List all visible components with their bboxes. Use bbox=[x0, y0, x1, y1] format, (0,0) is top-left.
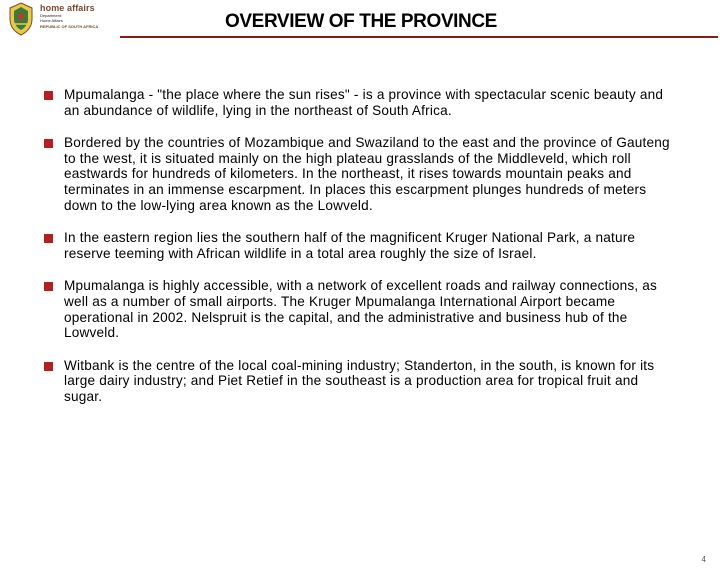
bullet-text: Mpumalanga is highly accessible, with a network of excellent roads and railway connections, as well as a number of small airports. The Kruger Mpumalanga International Airport became operational in 2002. Nelspruit is the capital, and the administrative and business hub of the Lowveld. bbox=[64, 278, 658, 341]
title-divider bbox=[120, 36, 718, 38]
bullet-list bbox=[44, 87, 676, 422]
department-label: Department: bbox=[40, 13, 63, 18]
square-bullet-icon bbox=[44, 282, 53, 291]
bullet-text: Witbank is the centre of the local coal-mining industry; Standerton, in the south, is known for its large dairy industry; and Piet Retief in the southeast is a production area for tropical fruit and sugar. bbox=[64, 357, 655, 404]
bullet-text: Bordered by the countries of Mozambique and Swaziland to the east and the province of Gauteng to the west, it is situated mainly on the high plateau grasslands of the Middleveld, which roll eastwards for hundreds of kilometers. In the northeast, it rises towards mountain peaks and terminates in an immense escarpment. In places this escarpment plunges hundreds of meters down to the low-lying area known as the Lowveld. bbox=[64, 135, 670, 213]
bullet-item bbox=[44, 87, 676, 118]
bullet-item bbox=[44, 135, 676, 213]
bullet-item bbox=[44, 358, 676, 405]
square-bullet-icon bbox=[44, 362, 53, 371]
square-bullet-icon bbox=[44, 234, 53, 243]
department-logo bbox=[6, 2, 116, 36]
coat-of-arms-icon bbox=[6, 2, 36, 36]
department-name: Home Affairs bbox=[40, 18, 63, 23]
page-title: OVERVIEW OF THE PROVINCE bbox=[225, 11, 497, 32]
bullet-text: In the eastern region lies the southern half of the magnificent Kruger National Park, a nature reserve teeming with African wildlife in a total area roughly the size of Israel. bbox=[64, 230, 636, 261]
bullet-text: Mpumalanga - "the place where the sun rises" - is a province with spectacular scenic beauty and an abundance of wildlife, lying in the northeast of South Africa. bbox=[64, 87, 664, 118]
brand-name: home affairs bbox=[40, 3, 95, 13]
bullet-item bbox=[44, 278, 676, 340]
country-name: REPUBLIC OF SOUTH AFRICA bbox=[40, 24, 99, 29]
bullet-item bbox=[44, 230, 676, 261]
square-bullet-icon bbox=[44, 139, 53, 148]
square-bullet-icon bbox=[44, 91, 53, 100]
page-number: 4 bbox=[701, 555, 706, 564]
